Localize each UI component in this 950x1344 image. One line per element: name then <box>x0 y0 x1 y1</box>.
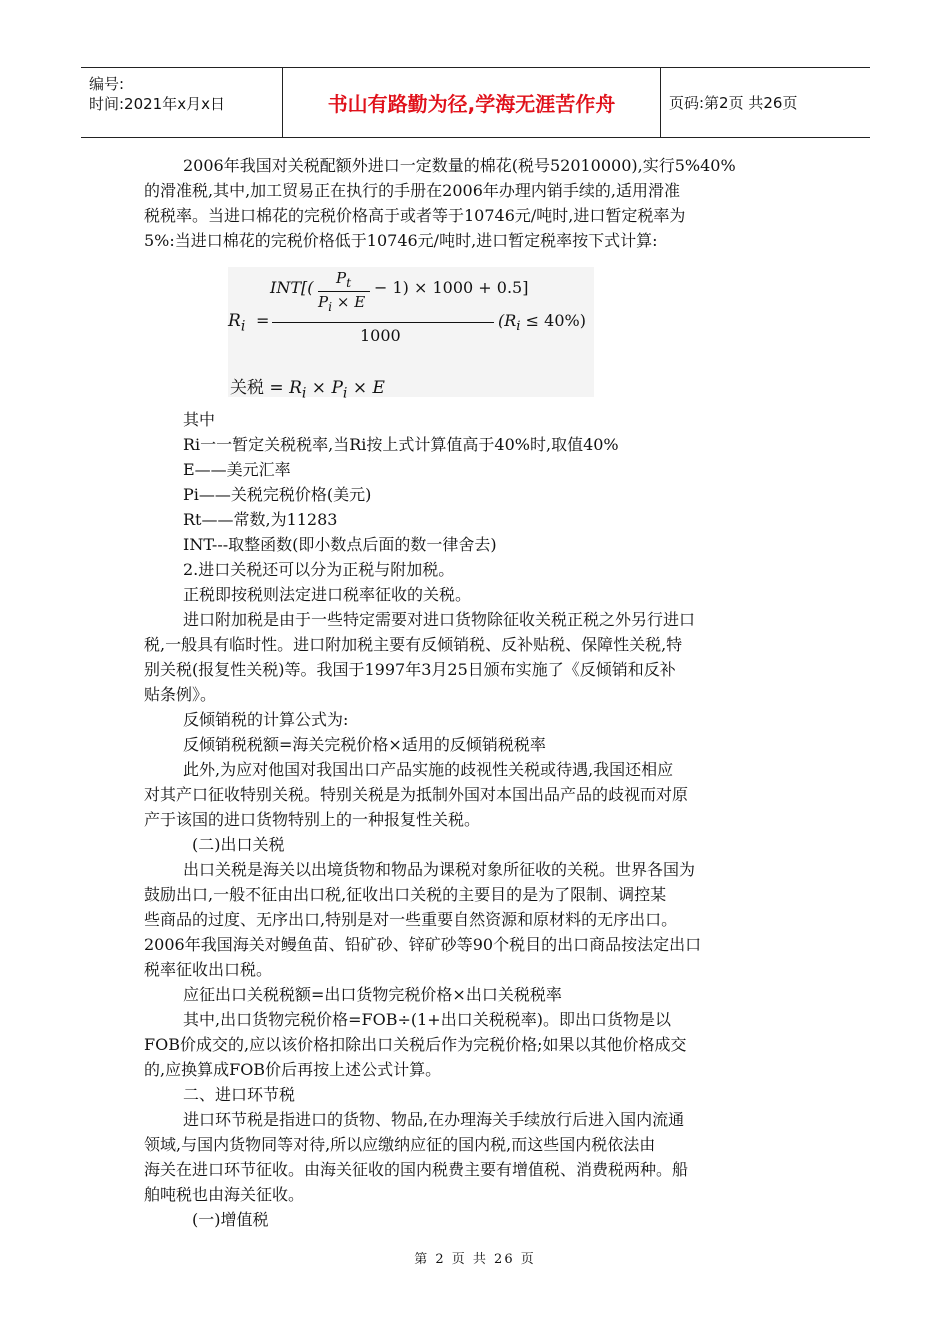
paragraph-line: E——美元汇率 <box>183 460 291 479</box>
paragraph-line: 税,一般具有临时性。进口附加税主要有反倾销税、反补贴税、保障性关税,特 <box>144 635 683 654</box>
formula-pt <box>336 269 351 290</box>
formula-cond-symbol: (R <box>498 311 517 330</box>
formula-tax-e: × E <box>347 378 385 398</box>
paragraph-line: INT---取整函数(即小数点后面的数一律舍去) <box>183 535 497 554</box>
formula-equals: = <box>256 311 270 330</box>
formula-pt-symbol: P <box>336 269 347 287</box>
paragraph-line: 税税率。当进口棉花的完税价格高于或者等于10746元/吨时,进口暂定税率为 <box>144 206 686 225</box>
header-info-cell <box>81 68 283 137</box>
formula-denominator: 1000 <box>360 326 401 345</box>
paragraph-line: 2.进口关税还可以分为正税与附加税。 <box>183 560 455 579</box>
formula-int: INT[( <box>270 278 314 297</box>
code-label: 编号: <box>89 75 125 93</box>
page-footer: 第 2 页 共 26 页 <box>414 1252 536 1267</box>
paragraph-line: Pi——关税完税价格(美元) <box>183 485 372 504</box>
paragraph-line: 进口环节税是指进口的货物、物品,在办理海关手续放行后进入国内流通 <box>183 1110 685 1129</box>
paragraph-line: 海关在进口环节征收。由海关征收的国内税费主要有增值税、消费税两种。船 <box>144 1160 689 1179</box>
formula-pi-symbol: P <box>318 293 329 311</box>
formula-lhs-symbol: R <box>228 311 241 331</box>
paragraph-line: 反倾销税税额=海关完税价格×适用的反倾销税税率 <box>183 735 546 754</box>
formula-tail: − 1) × 1000 + 0.5] <box>374 278 529 297</box>
paragraph-line: 鼓励出口,一般不征由出口税,征收出口关税的主要目的是为了限制、调控某 <box>144 885 667 904</box>
tariff-formula <box>228 267 594 402</box>
formula-tax-p: × P <box>306 378 343 398</box>
formula-lhs <box>228 311 245 334</box>
paragraph-line: Ri一一暂定关税税率,当Ri按上式计算值高于40%时,取值40% <box>183 435 619 454</box>
paragraph-line: 别关税(报复性关税)等。我国于1997年3月25日颁布实施了《反倾销和反补 <box>144 660 676 679</box>
paragraph-line: 对其产口征收特别关税。特别关税是为抵制外国对本国出品产品的歧视而对原 <box>144 785 689 804</box>
section-heading: 二、进口环节税 <box>183 1085 296 1104</box>
paragraph-line: 其中 <box>183 410 216 429</box>
formula-tax-label: 关税 = <box>230 378 290 398</box>
formula-tax-p-sub: i <box>342 385 348 402</box>
formula-main-fraction-bar <box>272 322 494 323</box>
paragraph-line: 2006年我国海关对鳗鱼苗、铅矿砂、锌矿砂等90个税目的出口商品按法定出口 <box>144 935 702 954</box>
paragraph-line: 出口关税是海关以出境货物和物品为课税对象所征收的关税。世界各国为 <box>183 860 696 879</box>
paragraph-line: 的,应换算成FOB价后再按上述公式计算。 <box>144 1060 442 1079</box>
paragraph-line: 其中,出口货物完税价格=FOB÷(1+出口关税税率)。即出口货物是以 <box>183 1010 671 1029</box>
paragraph-line: 贴条例》。 <box>144 685 217 704</box>
header-page-label: 页码:第2页 共26页 <box>669 94 798 112</box>
paragraph-line: 应征出口关税税额=出口货物完税价格×出口关税税率 <box>183 985 562 1004</box>
paragraph-line: Rt——常数,为11283 <box>183 510 338 529</box>
paragraph-line: 的滑准税,其中,加工贸易正在执行的手册在2006年办理内销手续的,适用滑准 <box>144 181 680 200</box>
formula-tax-line <box>230 373 385 401</box>
section-heading: (二)出口关税 <box>192 835 285 854</box>
formula-cond-rest: ≤ 40%) <box>520 311 586 330</box>
section-heading: (一)增值税 <box>192 1210 269 1229</box>
paragraph-line: 些商品的过度、无序出口,特别是对一些重要自然资源和原材料的无序出口。 <box>144 910 678 929</box>
paragraph-line: 产于该国的进口货物特别上的一种报复性关税。 <box>144 810 481 829</box>
paragraph-line: 进口附加税是由于一些特定需要对进口货物除征收关税正税之外另行进口 <box>183 610 696 629</box>
paragraph-line: 领域,与国内货物同等对待,所以应缴纳应征的国内税,而这些国内税依法由 <box>144 1135 656 1154</box>
paragraph-line: 此外,为应对他国对我国出口产品实施的歧视性关税或待遇,我国还相应 <box>183 760 674 779</box>
paragraph-line: 2006年我国对关税配额外进口一定数量的棉花(税号52010000),实行5%40% <box>183 156 736 175</box>
paragraph-line: 反倾销税的计算公式为: <box>183 710 349 729</box>
paragraph-line: 税率征收出口税。 <box>144 960 273 979</box>
formula-condition <box>498 311 586 334</box>
paragraph-line: 5%:当进口棉花的完税价格低于10746元/吨时,进口暂定税率按下式计算: <box>144 231 658 250</box>
page-header <box>81 67 870 138</box>
paragraph-line: 正税即按税则法定进口税率征收的关税。 <box>183 585 472 604</box>
formula-pt-sub: t <box>346 275 352 290</box>
formula-inner-fraction-bar <box>318 291 370 292</box>
paragraph-line: FOB价成交的,应以该价格扣除出口关税后作为完税价格;如果以其他价格成交 <box>144 1035 687 1054</box>
formula-tax-r: R <box>289 378 302 398</box>
formula-tax-r-sub: i <box>301 385 307 402</box>
header-motto: 书山有路勤为径,学海无涯苦作舟 <box>283 68 661 137</box>
formula-pi-sub: i <box>328 299 333 314</box>
formula-e-term: × E <box>336 293 366 311</box>
date-label: 时间:2021年x月x日 <box>89 95 225 113</box>
formula-cond-sub: i <box>516 319 521 335</box>
paragraph-line: 舶吨税也由海关征收。 <box>144 1185 305 1204</box>
formula-pi-e <box>318 293 365 314</box>
formula-lhs-sub: i <box>240 318 246 335</box>
